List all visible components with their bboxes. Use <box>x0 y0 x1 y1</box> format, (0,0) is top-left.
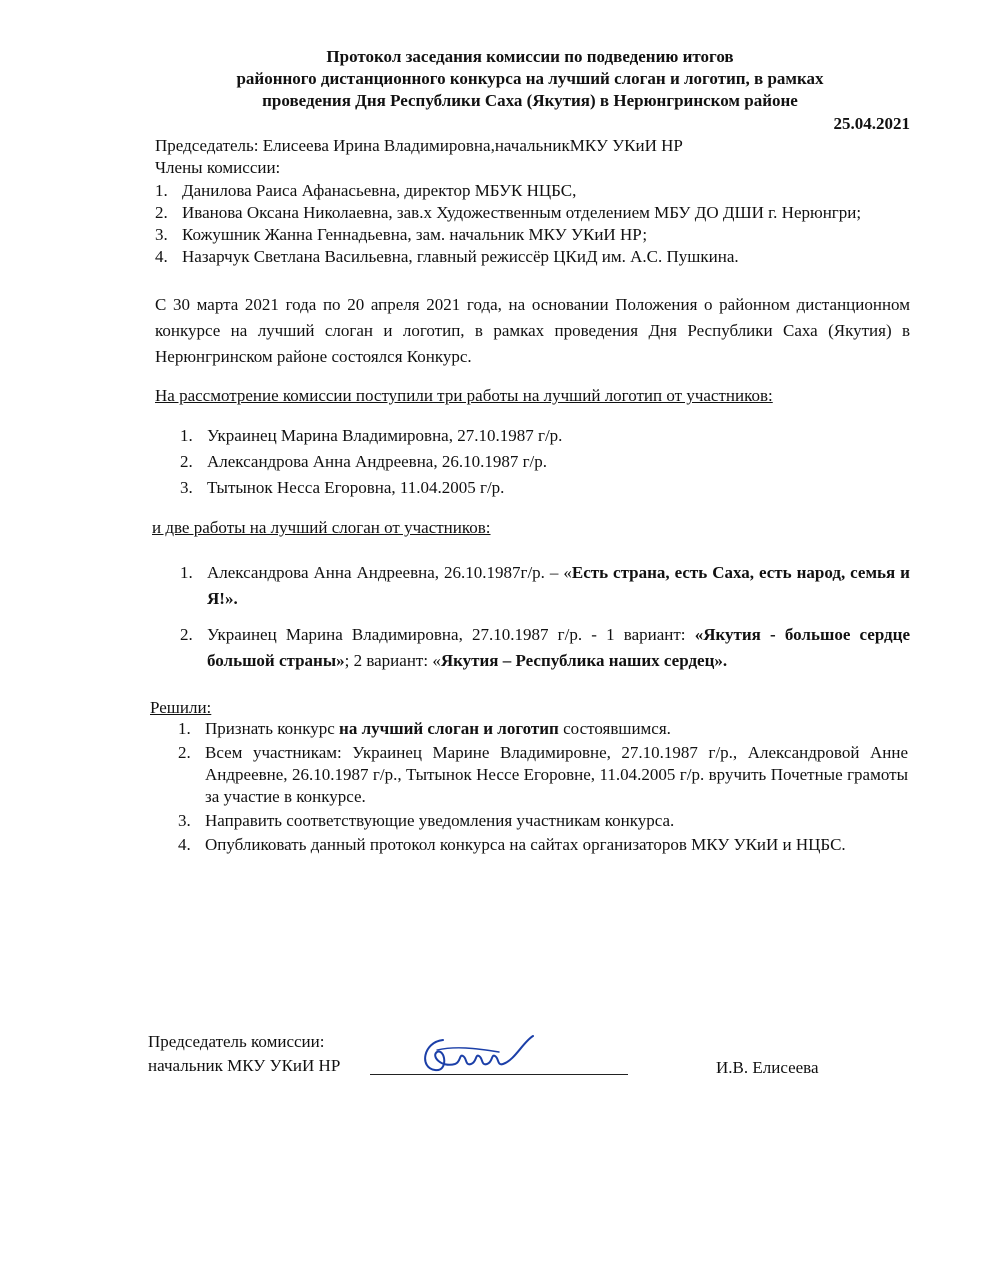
list-item: 4. Опубликовать данный протокол конкурса на сайтах организаторов МКУ УКиИ и НЦБС. <box>178 835 846 854</box>
decisions-list <box>178 718 908 858</box>
list-item: 2. Украинец Марина Владимировна, 27.10.1987 г/р. - 1 вариант: «Якутия - большое сердце большой страны»; 2 вариант: «Якутия – Республика наших сердец». <box>180 625 910 670</box>
list-item: 1. Данилова Раиса Афанасьевна, директор МБУК НЦБС, <box>155 181 577 200</box>
signatory-name: И.В. Елисеева <box>716 1058 819 1077</box>
members-label: Члены комиссии: <box>155 158 281 177</box>
list-item: 1. Украинец Марина Владимировна, 27.10.1987 г/р. <box>180 426 563 445</box>
title-line-2: районного дистанционного конкурса на лучший слоган и логотип, в рамках <box>236 69 824 88</box>
list-item: 1. Признать конкурс на лучший слоган и логотип состоявшимся. <box>178 719 671 738</box>
list-item: 2. Иванова Оксана Николаевна, зав.х Художественным отделением МБУ ДО ДШИ г. Нерюнгри; <box>155 203 862 222</box>
list-item: 3. Кожушник Жанна Геннадьевна, зам. начальник МКУ УКиИ НР; <box>155 225 648 244</box>
slogan-section-label: и две работы на лучший слоган от участников: <box>152 518 491 537</box>
decision-label: Решили: <box>150 698 212 717</box>
signature-role-line-2: начальник МКУ УКиИ НР <box>148 1056 341 1075</box>
slogans-list <box>180 560 910 684</box>
list-item: 3. Тытынок Несса Егоровна, 11.04.2005 г/р. <box>180 478 505 497</box>
title-line-3: проведения Дня Республики Саха (Якутия) в Нерюнгринском районе <box>262 91 798 110</box>
title-line-1: Протокол заседания комиссии по подведению итогов <box>326 47 734 66</box>
intro-paragraph: С 30 марта 2021 года по 20 апреля 2021 года, на основании Положения о районном дистанционном конкурсе на лучший слоган и логотип, в рамках проведения Дня Республики Саха (Якутия) в Нерюнгринском районе состоялся Конкурс. <box>155 295 910 366</box>
document-date: 25.04.2021 <box>833 114 910 133</box>
signature-role-line-1: Председатель комиссии: <box>148 1032 325 1051</box>
chairman-line: Председатель: Елисеева Ирина Владимировна,начальникМКУ УКиИ НР <box>155 136 683 155</box>
list-item: 3. Направить соответствующие уведомления участникам конкурса. <box>178 811 675 830</box>
logo-participants-list <box>180 424 880 502</box>
list-item: 2. Александрова Анна Андреевна, 26.10.1987 г/р. <box>180 452 548 471</box>
list-item: 1. Александрова Анна Андреевна, 26.10.1987г/р. – «Есть страна, есть Саха, есть народ, семья и Я!». <box>180 563 910 608</box>
members-list <box>155 180 915 268</box>
signature-role <box>148 1030 340 1078</box>
list-item: 4. Назарчук Светлана Васильевна, главный режиссёр ЦКиД им. А.С. Пушкина. <box>155 247 739 266</box>
document-title <box>150 46 910 112</box>
logo-section-label: На рассмотрение комиссии поступили три работы на лучший логотип от участников: <box>155 386 773 405</box>
list-item: 2. Всем участникам: Украинец Марине Владимировне, 27.10.1987 г/р., Александровой Анне Андреевне, 26.10.1987 г/р., Тытынок Нессе Егоровне, 11.04.2005 г/р. вручить Почетные грамоты за участие в конкурсе. <box>178 743 908 806</box>
handwritten-signature <box>415 1028 535 1080</box>
